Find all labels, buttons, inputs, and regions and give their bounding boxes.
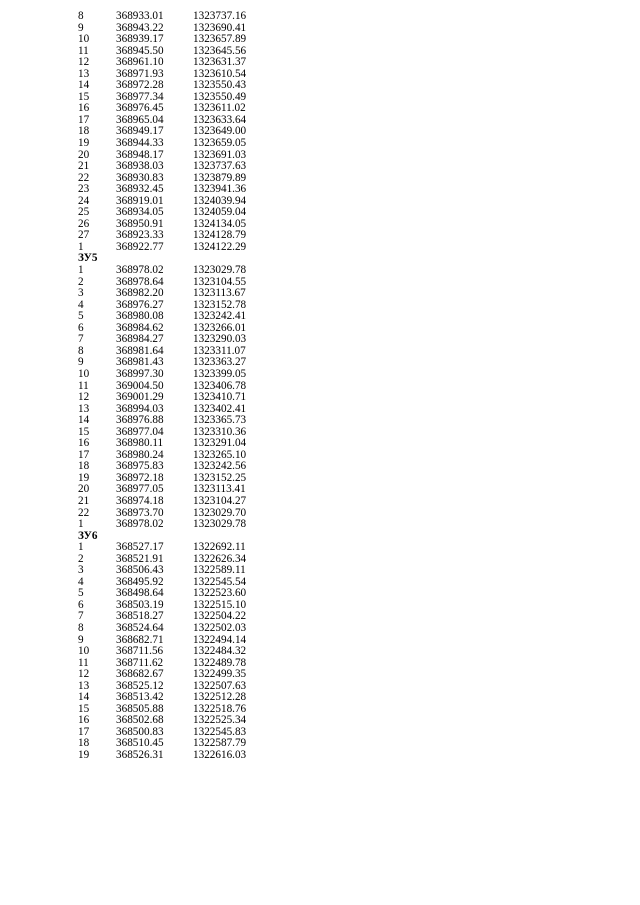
coordinate-x: 368975.83: [116, 460, 164, 473]
coordinate-x: 368974.18: [116, 494, 164, 507]
coordinate-y: 1322523.60: [193, 587, 247, 600]
coordinate-table: [0, 11, 640, 762]
coordinate-x: 368978.64: [116, 275, 164, 288]
coordinate-x: 368976.45: [116, 102, 164, 115]
point-number: 19: [78, 471, 90, 484]
coordinate-y: 1323242.41: [193, 310, 247, 323]
coordinate-y: 1323879.89: [193, 171, 247, 184]
coordinate-y: 1322515.10: [193, 598, 247, 611]
coordinate-y: 1322525.34: [193, 714, 247, 727]
section-heading: ЗУ6: [78, 529, 98, 542]
coordinate-x: 368526.31: [116, 749, 164, 761]
point-number: 14: [78, 79, 90, 92]
coordinate-y: 1323402.41: [193, 402, 247, 415]
point-number: 2: [78, 552, 84, 565]
coordinate-y: 1323265.10: [193, 448, 247, 461]
coordinate-x: 368981.64: [116, 344, 164, 357]
point-number: 13: [78, 679, 90, 692]
coordinate-y: 1323291.04: [193, 437, 247, 450]
coordinate-y: 1322507.63: [193, 679, 247, 692]
table-row: [0, 461, 640, 473]
table-row: [0, 450, 640, 462]
coordinate-x: 368977.34: [116, 90, 164, 103]
table-row: [0, 288, 640, 300]
coordinate-y: 1322512.28: [193, 691, 247, 704]
point-number: 11: [78, 44, 89, 57]
table-row: [0, 438, 640, 450]
coordinate-y: 1322692.11: [193, 541, 246, 554]
table-row: [0, 80, 640, 92]
coordinate-x: 368997.30: [116, 367, 164, 380]
coordinate-y: 1323659.05: [193, 137, 247, 150]
coordinate-x: 368978.02: [116, 518, 164, 531]
point-number: 10: [78, 367, 90, 380]
coordinate-x: 368930.83: [116, 171, 164, 184]
section-heading-row: [0, 253, 640, 265]
point-number: 2: [78, 275, 84, 288]
coordinate-x: 368498.64: [116, 587, 164, 600]
table-row: [0, 265, 640, 277]
coordinate-y: 1324134.05: [193, 217, 247, 230]
coordinate-x: 368965.04: [116, 113, 164, 126]
coordinate-x: 368500.83: [116, 725, 164, 738]
table-row: [0, 184, 640, 196]
point-number: 19: [78, 749, 90, 761]
coordinate-y: 1323550.43: [193, 79, 247, 92]
coordinate-y: 1323152.25: [193, 471, 247, 484]
point-number: 18: [78, 737, 90, 750]
coordinate-y: 1323631.37: [193, 56, 247, 69]
coordinate-x: 368980.11: [116, 437, 164, 450]
point-number: 21: [78, 160, 90, 173]
coordinate-y: 1323737.16: [193, 10, 247, 22]
point-number: 14: [78, 414, 90, 427]
coordinate-y: 1323691.03: [193, 148, 247, 161]
coordinate-x: 368972.18: [116, 471, 164, 484]
table-row: [0, 69, 640, 81]
point-number: 26: [78, 217, 90, 230]
point-number: 11: [78, 656, 89, 669]
table-row: [0, 57, 640, 69]
section-heading: ЗУ5: [78, 252, 98, 265]
coordinate-y: 1323310.36: [193, 425, 247, 438]
point-number: 4: [78, 298, 84, 311]
coordinate-x: 368982.20: [116, 287, 164, 300]
coordinate-x: 368527.17: [116, 541, 164, 554]
table-row: [0, 230, 640, 242]
coordinate-x: 368943.22: [116, 21, 164, 34]
table-row: [0, 415, 640, 427]
point-number: 23: [78, 183, 90, 196]
coordinate-x: 368682.67: [116, 668, 164, 681]
point-number: 6: [78, 321, 84, 334]
coordinate-x: 368524.64: [116, 621, 164, 634]
point-number: 17: [78, 725, 90, 738]
point-number: 27: [78, 229, 90, 242]
coordinate-x: 368994.03: [116, 402, 164, 415]
coordinate-y: 1323649.00: [193, 125, 247, 138]
table-row: [0, 369, 640, 381]
coordinate-y: 1322626.34: [193, 552, 247, 565]
coordinate-y: 1322489.78: [193, 656, 247, 669]
table-row: [0, 173, 640, 185]
table-row: [0, 103, 640, 115]
table-row: [0, 577, 640, 589]
coordinate-x: 368934.05: [116, 206, 164, 219]
coordinate-y: 1323152.78: [193, 298, 247, 311]
table-row: [0, 92, 640, 104]
coordinate-x: 368978.02: [116, 264, 164, 277]
point-number: 22: [78, 506, 90, 519]
coordinate-y: 1323610.54: [193, 67, 247, 80]
table-row: [0, 334, 640, 346]
coordinate-x: 368525.12: [116, 679, 164, 692]
coordinate-x: 368711.62: [116, 656, 164, 669]
table-row: [0, 669, 640, 681]
coordinate-x: 368521.91: [116, 552, 164, 565]
point-number: 8: [78, 10, 84, 22]
table-row: [0, 508, 640, 520]
point-number: 18: [78, 460, 90, 473]
table-row: [0, 196, 640, 208]
coordinate-x: 368961.10: [116, 56, 164, 69]
table-row: [0, 519, 640, 531]
point-number: 14: [78, 691, 90, 704]
point-number: 12: [78, 56, 90, 69]
point-number: 15: [78, 425, 90, 438]
coordinate-y: 1323645.56: [193, 44, 247, 57]
point-number: 8: [78, 621, 84, 634]
coordinate-y: 1323737.63: [193, 160, 247, 173]
point-number: 4: [78, 575, 84, 588]
coordinate-y: 1322484.32: [193, 645, 247, 658]
point-number: 1: [78, 264, 84, 277]
coordinate-x: 368933.01: [116, 10, 164, 22]
coordinate-x: 368513.42: [116, 691, 164, 704]
table-row: [0, 34, 640, 46]
point-number: 17: [78, 448, 90, 461]
coordinate-y: 1323104.27: [193, 494, 247, 507]
point-number: 24: [78, 194, 90, 207]
coordinate-x: 368948.17: [116, 148, 164, 161]
coordinate-x: 368518.27: [116, 610, 164, 623]
point-number: 20: [78, 483, 90, 496]
coordinate-y: 1323113.67: [193, 287, 246, 300]
table-row: [0, 646, 640, 658]
table-row: [0, 496, 640, 508]
coordinate-x: 368977.04: [116, 425, 164, 438]
table-row: [0, 323, 640, 335]
coordinate-y: 1323113.41: [193, 483, 246, 496]
point-number: 10: [78, 33, 90, 46]
coordinate-y: 1322589.11: [193, 564, 246, 577]
table-row: [0, 635, 640, 647]
point-number: 1: [78, 541, 84, 554]
coordinate-y: 1323029.70: [193, 506, 247, 519]
coordinate-x: 368503.19: [116, 598, 164, 611]
table-row: [0, 588, 640, 600]
table-row: [0, 300, 640, 312]
point-number: 9: [78, 356, 84, 369]
table-row: [0, 115, 640, 127]
coordinate-x: 368682.71: [116, 633, 164, 646]
table-row: [0, 138, 640, 150]
point-number: 16: [78, 102, 90, 115]
coordinate-x: 368973.70: [116, 506, 164, 519]
point-number: 19: [78, 137, 90, 150]
coordinate-y: 1323611.02: [193, 102, 246, 115]
table-row: [0, 484, 640, 496]
table-row: [0, 704, 640, 716]
point-number: 5: [78, 587, 84, 600]
coordinate-x: 368502.68: [116, 714, 164, 727]
coordinate-y: 1322499.35: [193, 668, 247, 681]
point-number: 6: [78, 598, 84, 611]
coordinate-y: 1324122.29: [193, 240, 247, 253]
table-row: [0, 738, 640, 750]
table-row: [0, 750, 640, 762]
table-row: [0, 542, 640, 554]
point-number: 16: [78, 437, 90, 450]
table-row: [0, 150, 640, 162]
table-row: [0, 715, 640, 727]
coordinate-x: 368971.93: [116, 67, 164, 80]
coordinate-x: 368932.45: [116, 183, 164, 196]
table-row: [0, 381, 640, 393]
point-number: 13: [78, 67, 90, 80]
coordinate-y: 1323633.64: [193, 113, 247, 126]
coordinate-x: 368506.43: [116, 564, 164, 577]
point-number: 5: [78, 310, 84, 323]
coordinate-y: 1322494.14: [193, 633, 247, 646]
coordinate-x: 368495.92: [116, 575, 164, 588]
point-number: 9: [78, 633, 84, 646]
point-number: 9: [78, 21, 84, 34]
point-number: 15: [78, 90, 90, 103]
coordinate-x: 368984.27: [116, 333, 164, 346]
coordinate-y: 1322587.79: [193, 737, 247, 750]
coordinate-y: 1322504.22: [193, 610, 247, 623]
coordinate-y: 1323311.07: [193, 344, 246, 357]
table-row: [0, 311, 640, 323]
point-number: 16: [78, 714, 90, 727]
table-row: [0, 277, 640, 289]
coordinate-y: 1323657.89: [193, 33, 247, 46]
point-number: 20: [78, 148, 90, 161]
point-number: 21: [78, 494, 90, 507]
coordinate-x: 369004.50: [116, 379, 164, 392]
table-row: [0, 692, 640, 704]
coordinate-y: 1322502.03: [193, 621, 247, 634]
table-row: [0, 600, 640, 612]
table-row: [0, 126, 640, 138]
coordinate-y: 1323363.27: [193, 356, 247, 369]
coordinate-x: 368984.62: [116, 321, 164, 334]
table-row: [0, 565, 640, 577]
coordinate-y: 1323365.73: [193, 414, 247, 427]
point-number: 10: [78, 645, 90, 658]
point-number: 11: [78, 379, 89, 392]
coordinate-y: 1323266.01: [193, 321, 247, 334]
coordinate-y: 1322545.83: [193, 725, 247, 738]
table-row: [0, 658, 640, 670]
coordinate-x: 368972.28: [116, 79, 164, 92]
coordinate-y: 1323290.03: [193, 333, 247, 346]
coordinate-y: 1323104.55: [193, 275, 247, 288]
point-number: 7: [78, 610, 84, 623]
point-number: 1: [78, 240, 84, 253]
coordinate-y: 1323242.56: [193, 460, 247, 473]
point-number: 12: [78, 391, 90, 404]
point-number: 12: [78, 668, 90, 681]
coordinate-x: 368981.43: [116, 356, 164, 369]
table-row: [0, 611, 640, 623]
table-row: [0, 219, 640, 231]
point-number: 3: [78, 287, 84, 300]
point-number: 13: [78, 402, 90, 415]
coordinate-x: 368510.45: [116, 737, 164, 750]
coordinate-y: 1322518.76: [193, 702, 247, 715]
point-number: 8: [78, 344, 84, 357]
coordinate-x: 368977.05: [116, 483, 164, 496]
coordinate-x: 368505.88: [116, 702, 164, 715]
table-row: [0, 23, 640, 35]
coordinate-y: 1323941.36: [193, 183, 247, 196]
coordinate-x: 368976.88: [116, 414, 164, 427]
coordinate-x: 368923.33: [116, 229, 164, 242]
coordinate-x: 368944.33: [116, 137, 164, 150]
point-number: 17: [78, 113, 90, 126]
coordinate-x: 368945.50: [116, 44, 164, 57]
table-row: [0, 346, 640, 358]
point-number: 22: [78, 171, 90, 184]
table-row: [0, 357, 640, 369]
table-row: [0, 623, 640, 635]
table-row: [0, 404, 640, 416]
table-row: [0, 207, 640, 219]
coordinate-x: 368939.17: [116, 33, 164, 46]
coordinate-y: 1324039.94: [193, 194, 247, 207]
coordinate-y: 1323029.78: [193, 518, 247, 531]
point-number: 7: [78, 333, 84, 346]
coordinate-y: 1322616.03: [193, 749, 247, 761]
coordinate-x: 368980.24: [116, 448, 164, 461]
point-number: 18: [78, 125, 90, 138]
coordinate-y: 1323029.78: [193, 264, 247, 277]
coordinate-y: 1323690.41: [193, 21, 247, 34]
coordinate-x: 368949.17: [116, 125, 164, 138]
section-heading-row: [0, 531, 640, 543]
coordinate-y: 1322545.54: [193, 575, 247, 588]
point-number: 25: [78, 206, 90, 219]
point-number: 1: [78, 518, 84, 531]
table-row: [0, 681, 640, 693]
coordinate-y: 1323550.49: [193, 90, 247, 103]
coordinate-x: 368976.27: [116, 298, 164, 311]
coordinate-x: 368922.77: [116, 240, 164, 253]
table-row: [0, 427, 640, 439]
coordinate-x: 368919.01: [116, 194, 164, 207]
table-row: [0, 554, 640, 566]
table-row: [0, 161, 640, 173]
table-row: [0, 392, 640, 404]
table-row: [0, 11, 640, 23]
table-row: [0, 473, 640, 485]
coordinate-y: 1324128.79: [193, 229, 247, 242]
table-row: [0, 46, 640, 58]
coordinate-x: 369001.29: [116, 391, 164, 404]
point-number: 15: [78, 702, 90, 715]
coordinate-x: 368938.03: [116, 160, 164, 173]
coordinate-y: 1323406.78: [193, 379, 247, 392]
coordinate-x: 368950.91: [116, 217, 164, 230]
coordinate-x: 368980.08: [116, 310, 164, 323]
coordinate-y: 1324059.04: [193, 206, 247, 219]
table-row: [0, 727, 640, 739]
coordinate-y: 1323410.71: [193, 391, 247, 404]
coordinate-x: 368711.56: [116, 645, 164, 658]
coordinate-y: 1323399.05: [193, 367, 247, 380]
point-number: 3: [78, 564, 84, 577]
